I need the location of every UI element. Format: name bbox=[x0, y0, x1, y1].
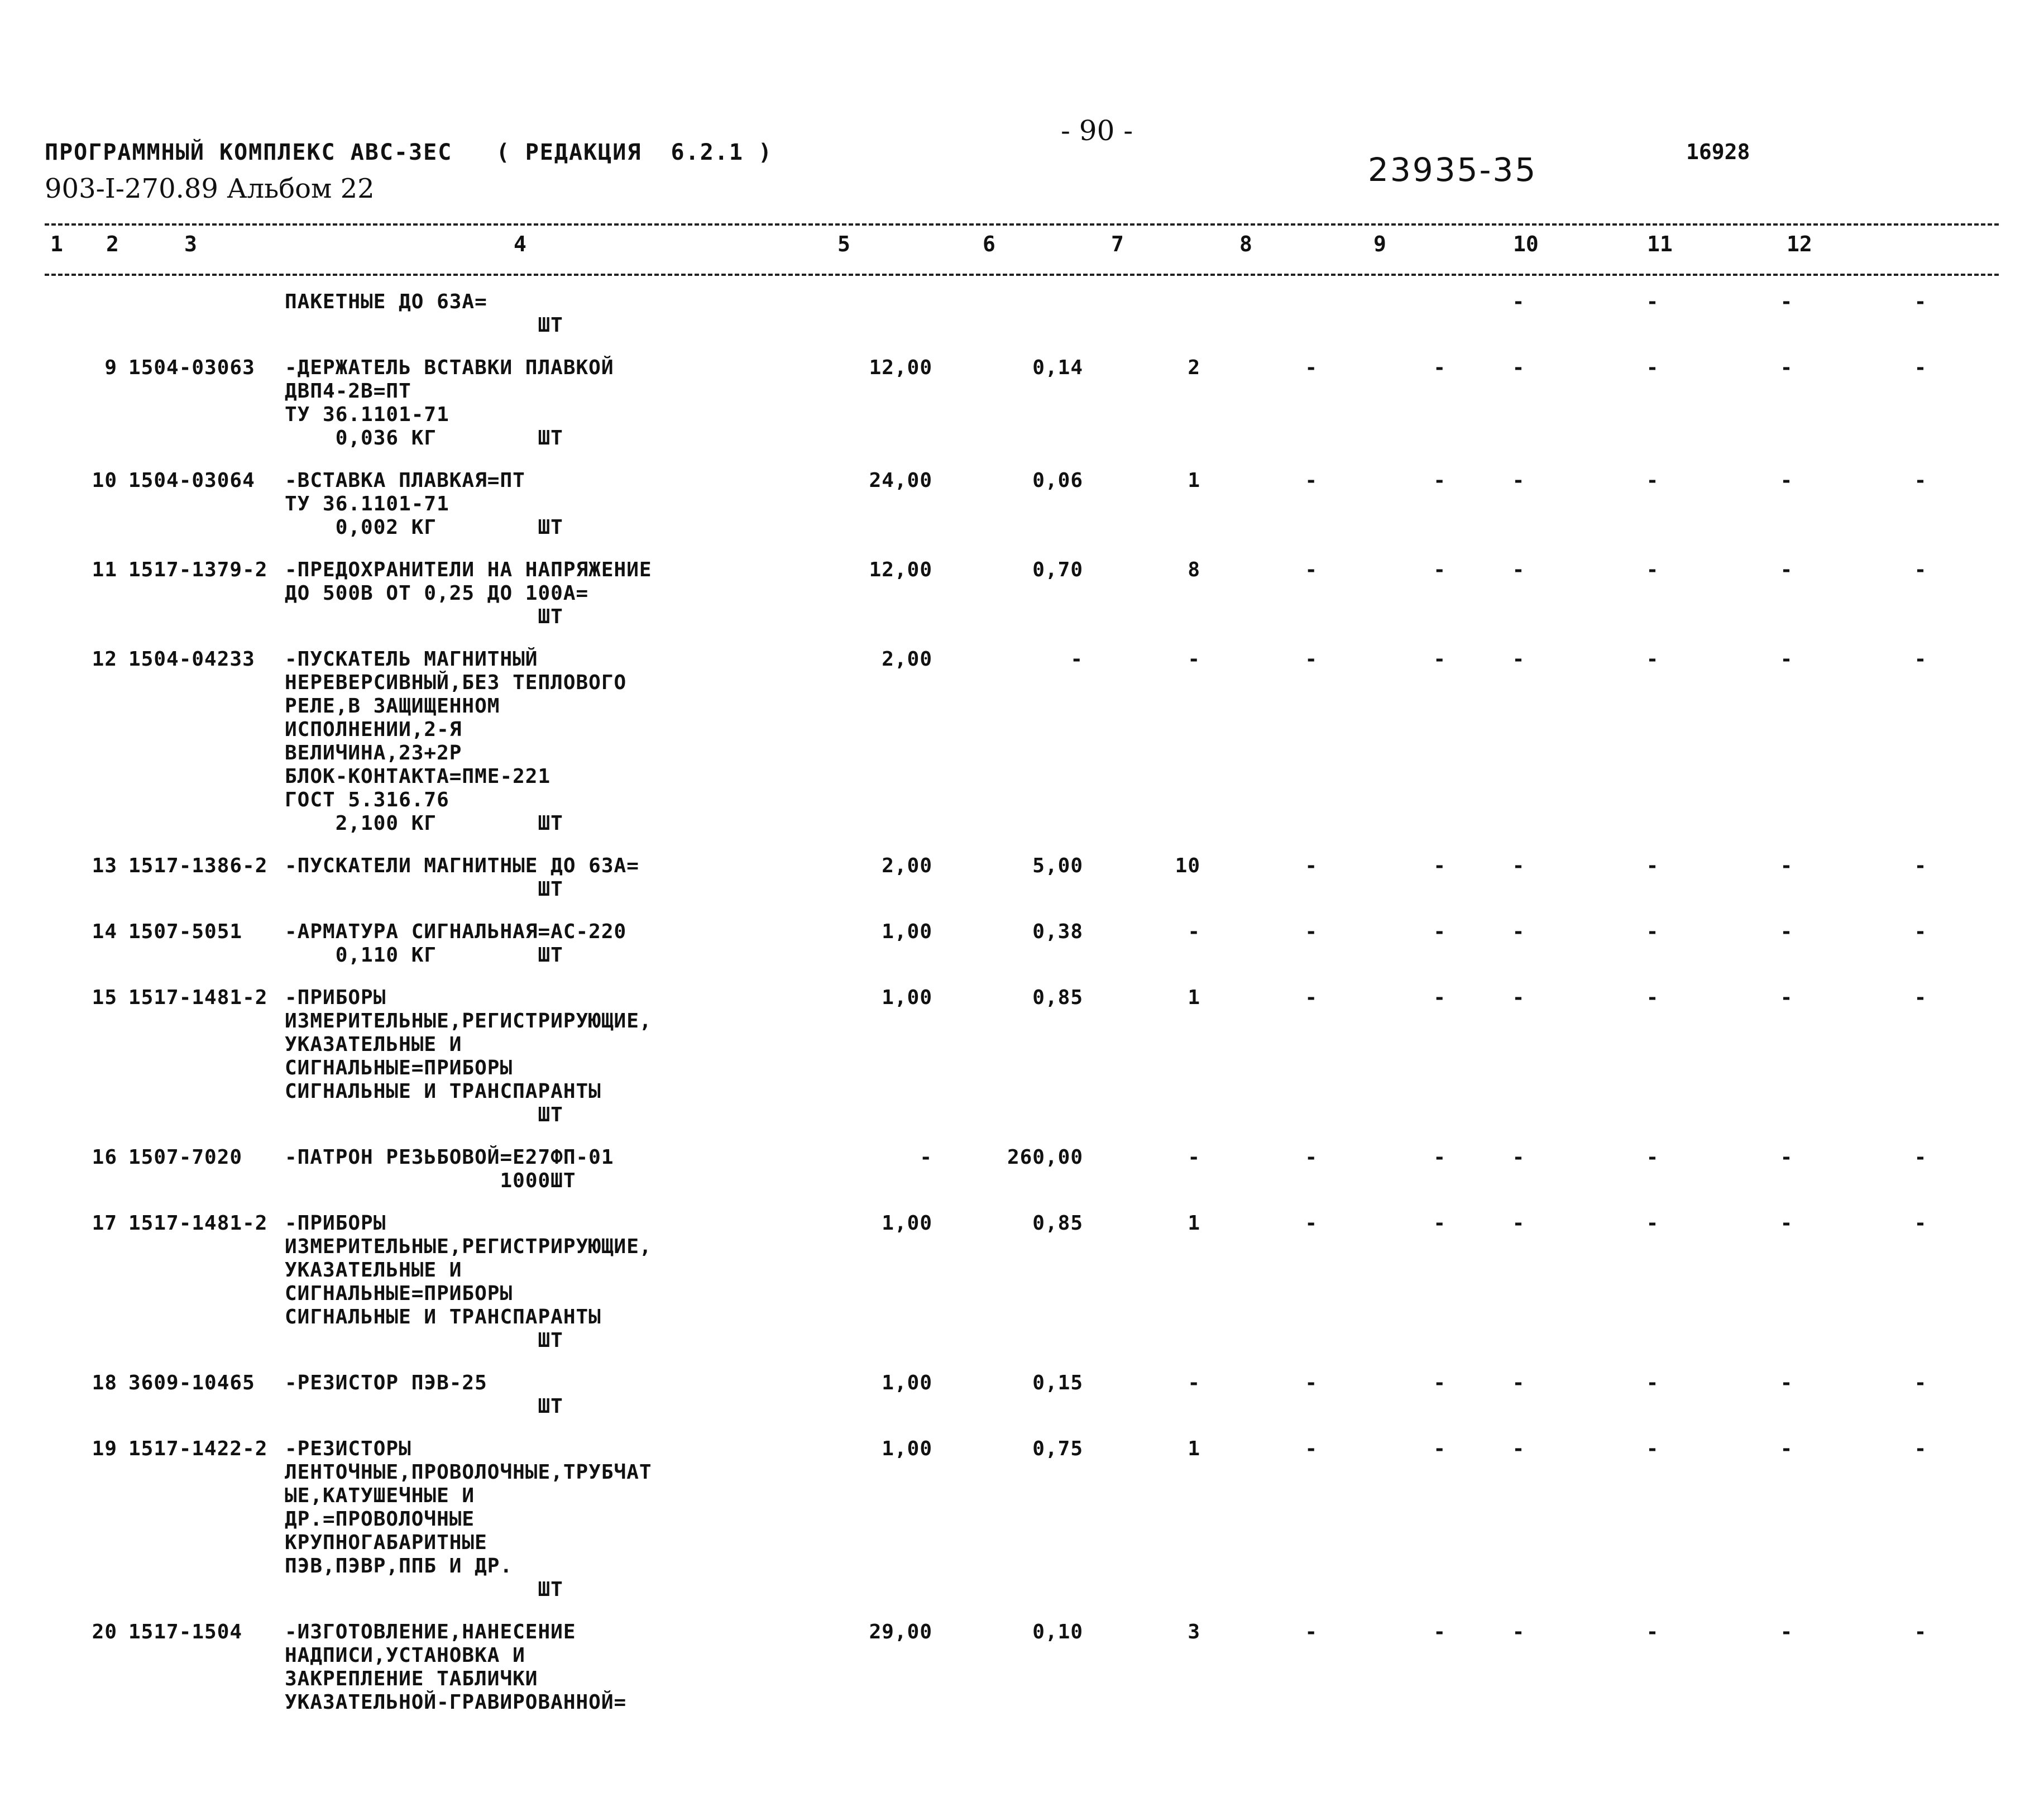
row-col5: 5,00 bbox=[1032, 854, 1083, 877]
row-col8: - bbox=[1433, 920, 1446, 943]
row-description: -ПУСКАТЕЛЬ МАГНИТНЫЙ НЕРЕВЕРСИВНЫЙ,БЕЗ ТЕПЛОВОГО РЕЛЕ,В ЗАЩИЩЕННОМ ИСПОЛНЕНИИ,2-Я ВЕЛИЧИНА,23+2Р БЛОК-КОНТАКТА=ПМЕ-221 ГОСТ 5.316.76 2,100 КГ ШТ bbox=[285, 648, 627, 835]
row-col4: 1,00 bbox=[882, 986, 932, 1009]
row-dash: - bbox=[1780, 1621, 1793, 1643]
row-number: 18 bbox=[92, 1371, 117, 1394]
row-dash: - bbox=[1512, 854, 1525, 877]
row-number: 16 bbox=[92, 1146, 117, 1169]
row-description: -ПРИБОРЫ ИЗМЕРИТЕЛЬНЫЕ,РЕГИСТРИРУЮЩИЕ, УКАЗАТЕЛЬНЫЕ И СИГНАЛЬНЫЕ=ПРИБОРЫ СИГНАЛЬНЫЕ И ТРАНСПАРАНТЫ ШТ bbox=[285, 1212, 652, 1352]
row-code: 1507-7020 bbox=[128, 1146, 243, 1169]
column-header-row bbox=[45, 232, 1999, 265]
column-header: 10 bbox=[1513, 232, 1539, 256]
row-code: 1517-1379-2 bbox=[128, 558, 268, 581]
row-code: 3609-10465 bbox=[128, 1371, 255, 1394]
column-header: 5 bbox=[837, 232, 850, 256]
table-row bbox=[45, 1212, 1999, 1358]
row-dash: - bbox=[1646, 1146, 1659, 1169]
table-row bbox=[45, 920, 1999, 973]
row-dash: - bbox=[1780, 1437, 1793, 1460]
table-row bbox=[45, 1621, 1999, 1720]
row-col4: 24,00 bbox=[869, 469, 932, 492]
row-col6: - bbox=[1188, 920, 1200, 943]
row-dash: - bbox=[1512, 290, 1525, 313]
row-col7: - bbox=[1305, 648, 1318, 671]
row-number: 14 bbox=[92, 920, 117, 943]
page-number: - 90 - bbox=[1061, 114, 1133, 147]
row-col7: - bbox=[1305, 986, 1318, 1009]
column-header: 3 bbox=[184, 232, 197, 256]
row-col8: - bbox=[1433, 1437, 1446, 1460]
row-code: 1517-1481-2 bbox=[128, 1212, 268, 1235]
row-dash: - bbox=[1646, 469, 1659, 492]
row-dash: - bbox=[1914, 290, 1927, 313]
row-code: 1517-1422-2 bbox=[128, 1437, 268, 1460]
table-row bbox=[45, 356, 1999, 456]
row-col5: 0,85 bbox=[1032, 986, 1083, 1009]
row-dash: - bbox=[1646, 290, 1659, 313]
row-dash: - bbox=[1780, 1146, 1793, 1169]
row-col4: 1,00 bbox=[882, 1437, 932, 1460]
row-col7: - bbox=[1305, 920, 1318, 943]
row-dash: - bbox=[1512, 1212, 1525, 1235]
row-dash: - bbox=[1646, 1371, 1659, 1394]
row-col7: - bbox=[1305, 469, 1318, 492]
row-col6: 3 bbox=[1188, 1621, 1200, 1643]
row-dash: - bbox=[1914, 986, 1927, 1009]
row-dash: - bbox=[1914, 469, 1927, 492]
row-col6: 1 bbox=[1188, 986, 1200, 1009]
row-number: 19 bbox=[92, 1437, 117, 1460]
row-dash: - bbox=[1914, 1621, 1927, 1643]
row-dash: - bbox=[1512, 648, 1525, 671]
row-dash: - bbox=[1914, 356, 1927, 379]
row-col6: - bbox=[1188, 1146, 1200, 1169]
row-col7: - bbox=[1305, 1621, 1318, 1643]
row-dash: - bbox=[1512, 986, 1525, 1009]
row-col6: 8 bbox=[1188, 558, 1200, 581]
table-row bbox=[45, 854, 1999, 907]
table-row bbox=[45, 648, 1999, 841]
row-number: 20 bbox=[92, 1621, 117, 1643]
column-header: 2 bbox=[106, 232, 119, 256]
row-col8: - bbox=[1433, 854, 1446, 877]
row-dash: - bbox=[1646, 648, 1659, 671]
row-col8: - bbox=[1433, 1371, 1446, 1394]
top-rule bbox=[45, 223, 1999, 226]
row-col8: - bbox=[1433, 558, 1446, 581]
row-col7: - bbox=[1305, 1212, 1318, 1235]
row-col6: 1 bbox=[1188, 1437, 1200, 1460]
row-description: -АРМАТУРА СИГНАЛЬНАЯ=АС-220 0,110 КГ ШТ bbox=[285, 920, 627, 967]
table-row bbox=[45, 986, 1999, 1132]
row-dash: - bbox=[1780, 648, 1793, 671]
row-description: -ИЗГОТОВЛЕНИЕ,НАНЕСЕНИЕ НАДПИСИ,УСТАНОВКА И ЗАКРЕПЛЕНИЕ ТАБЛИЧКИ УКАЗАТЕЛЬНОЙ-ГРАВИРОВАННОЙ= bbox=[285, 1621, 627, 1714]
row-col6: - bbox=[1188, 1371, 1200, 1394]
column-header: 9 bbox=[1373, 232, 1386, 256]
row-dash: - bbox=[1512, 1146, 1525, 1169]
row-col7: - bbox=[1305, 854, 1318, 877]
row-col8: - bbox=[1433, 1621, 1446, 1643]
row-number: 11 bbox=[92, 558, 117, 581]
column-header: 12 bbox=[1787, 232, 1812, 256]
row-col4: 12,00 bbox=[869, 558, 932, 581]
row-col8: - bbox=[1433, 986, 1446, 1009]
row-col7: - bbox=[1305, 1146, 1318, 1169]
row-dash: - bbox=[1646, 356, 1659, 379]
row-col5: 0,70 bbox=[1032, 558, 1083, 581]
row-col5: 0,75 bbox=[1032, 1437, 1083, 1460]
row-col8: - bbox=[1433, 1146, 1446, 1169]
row-number: 17 bbox=[92, 1212, 117, 1235]
row-dash: - bbox=[1646, 1437, 1659, 1460]
row-dash: - bbox=[1512, 558, 1525, 581]
row-code: 1507-5051 bbox=[128, 920, 243, 943]
row-col5: - bbox=[1070, 648, 1083, 671]
row-dash: - bbox=[1780, 854, 1793, 877]
table-row bbox=[45, 1146, 1999, 1198]
row-col5: 0,85 bbox=[1032, 1212, 1083, 1235]
row-col6: 10 bbox=[1175, 854, 1200, 877]
row-col4: 1,00 bbox=[882, 1212, 932, 1235]
program-header: ПРОГРАММНЫЙ КОМПЛЕКС АВС-3ЕС ( РЕДАКЦИЯ 6.2.1 ) bbox=[45, 140, 773, 165]
row-description: -РЕЗИСТОРЫ ЛЕНТОЧНЫЕ,ПРОВОЛОЧНЫЕ,ТРУБЧАТ ЫЕ,КАТУШЕЧНЫЕ И ДР.=ПРОВОЛОЧНЫЕ КРУПНОГАБАРИТНЫЕ ПЭВ,ПЭВР,ППБ И ДР. ШТ bbox=[285, 1437, 652, 1601]
row-dash: - bbox=[1512, 1621, 1525, 1643]
row-col5: 0,06 bbox=[1032, 469, 1083, 492]
row-col8: - bbox=[1433, 356, 1446, 379]
table-row bbox=[45, 558, 1999, 634]
row-col6: 1 bbox=[1188, 469, 1200, 492]
document-code: 23935-35 bbox=[1368, 151, 1538, 189]
row-code: 1517-1504 bbox=[128, 1621, 243, 1643]
row-col5: 0,14 bbox=[1032, 356, 1083, 379]
album-label: 903-I-270.89 Альбом 22 bbox=[45, 173, 375, 204]
row-col5: 260,00 bbox=[1007, 1146, 1083, 1169]
row-number: 10 bbox=[92, 469, 117, 492]
table-row bbox=[45, 1437, 1999, 1607]
document-number: 16928 bbox=[1686, 140, 1750, 164]
row-number: 9 bbox=[104, 356, 117, 379]
column-header: 7 bbox=[1111, 232, 1124, 256]
row-code: 1517-1481-2 bbox=[128, 986, 268, 1009]
row-code: 1504-03063 bbox=[128, 356, 255, 379]
row-number: 13 bbox=[92, 854, 117, 877]
row-col7: - bbox=[1305, 356, 1318, 379]
row-dash: - bbox=[1646, 986, 1659, 1009]
row-description: -ВСТАВКА ПЛАВКАЯ=ПТ ТУ 36.1101-71 0,002 КГ ШТ bbox=[285, 469, 563, 539]
row-dash: - bbox=[1512, 1437, 1525, 1460]
row-description: -ПРИБОРЫ ИЗМЕРИТЕЛЬНЫЕ,РЕГИСТРИРУЮЩИЕ, УКАЗАТЕЛЬНЫЕ И СИГНАЛЬНЫЕ=ПРИБОРЫ СИГНАЛЬНЫЕ И ТРАНСПАРАНТЫ ШТ bbox=[285, 986, 652, 1126]
column-header: 6 bbox=[983, 232, 995, 256]
row-col5: 0,15 bbox=[1032, 1371, 1083, 1394]
row-col6: 1 bbox=[1188, 1212, 1200, 1235]
row-dash: - bbox=[1914, 648, 1927, 671]
row-col4: 29,00 bbox=[869, 1621, 932, 1643]
row-code: 1504-03064 bbox=[128, 469, 255, 492]
row-dash: - bbox=[1646, 1621, 1659, 1643]
row-col8: - bbox=[1433, 1212, 1446, 1235]
row-dash: - bbox=[1646, 558, 1659, 581]
row-dash: - bbox=[1512, 469, 1525, 492]
row-col7: - bbox=[1305, 1371, 1318, 1394]
row-description: -РЕЗИСТОР ПЭВ-25 ШТ bbox=[285, 1371, 563, 1418]
row-col4: 2,00 bbox=[882, 854, 932, 877]
row-description: ПАКЕТНЫЕ ДО 63А= ШТ bbox=[285, 290, 563, 337]
row-dash: - bbox=[1914, 1146, 1927, 1169]
row-dash: - bbox=[1780, 290, 1793, 313]
row-col5: 0,10 bbox=[1032, 1621, 1083, 1643]
row-dash: - bbox=[1780, 1212, 1793, 1235]
row-dash: - bbox=[1780, 1371, 1793, 1394]
row-col4: - bbox=[920, 1146, 932, 1169]
header-rule bbox=[45, 274, 1999, 276]
row-dash: - bbox=[1914, 1371, 1927, 1394]
row-dash: - bbox=[1646, 854, 1659, 877]
row-dash: - bbox=[1780, 469, 1793, 492]
row-description: -ДЕРЖАТЕЛЬ ВСТАВКИ ПЛАВКОЙ ДВП4-2В=ПТ ТУ 36.1101-71 0,036 КГ ШТ bbox=[285, 356, 614, 450]
row-dash: - bbox=[1646, 1212, 1659, 1235]
row-dash: - bbox=[1512, 920, 1525, 943]
row-dash: - bbox=[1780, 356, 1793, 379]
row-description: -ПРЕДОХРАНИТЕЛИ НА НАПРЯЖЕНИЕ ДО 500В ОТ 0,25 ДО 100А= ШТ bbox=[285, 558, 652, 628]
column-header: 4 bbox=[514, 232, 526, 256]
row-col5: 0,38 bbox=[1032, 920, 1083, 943]
row-col7: - bbox=[1305, 1437, 1318, 1460]
row-dash: - bbox=[1512, 1371, 1525, 1394]
row-dash: - bbox=[1914, 558, 1927, 581]
row-col7: - bbox=[1305, 558, 1318, 581]
row-dash: - bbox=[1780, 558, 1793, 581]
table-row bbox=[45, 1371, 1999, 1424]
row-col8: - bbox=[1433, 469, 1446, 492]
column-header: 11 bbox=[1647, 232, 1673, 256]
column-header: 1 bbox=[50, 232, 63, 256]
row-description: -ПУСКАТЕЛИ МАГНИТНЫЕ ДО 63А= ШТ bbox=[285, 854, 639, 901]
row-number: 15 bbox=[92, 986, 117, 1009]
row-col4: 1,00 bbox=[882, 1371, 932, 1394]
row-dash: - bbox=[1914, 1437, 1927, 1460]
row-code: 1517-1386-2 bbox=[128, 854, 268, 877]
row-dash: - bbox=[1646, 920, 1659, 943]
row-col8: - bbox=[1433, 648, 1446, 671]
row-col6: - bbox=[1188, 648, 1200, 671]
row-dash: - bbox=[1914, 920, 1927, 943]
row-dash: - bbox=[1914, 1212, 1927, 1235]
row-col4: 1,00 bbox=[882, 920, 932, 943]
row-col6: 2 bbox=[1188, 356, 1200, 379]
table-row bbox=[45, 290, 1999, 343]
row-dash: - bbox=[1512, 356, 1525, 379]
row-description: -ПАТРОН РЕЗЬБОВОЙ=Е27ФП-01 1000ШТ bbox=[285, 1146, 614, 1192]
row-col4: 12,00 bbox=[869, 356, 932, 379]
row-dash: - bbox=[1780, 986, 1793, 1009]
spec-table bbox=[45, 290, 1999, 1733]
row-code: 1504-04233 bbox=[128, 648, 255, 671]
row-col4: 2,00 bbox=[882, 648, 932, 671]
table-row bbox=[45, 469, 1999, 545]
column-header: 8 bbox=[1239, 232, 1252, 256]
row-number: 12 bbox=[92, 648, 117, 671]
row-dash: - bbox=[1780, 920, 1793, 943]
row-dash: - bbox=[1914, 854, 1927, 877]
